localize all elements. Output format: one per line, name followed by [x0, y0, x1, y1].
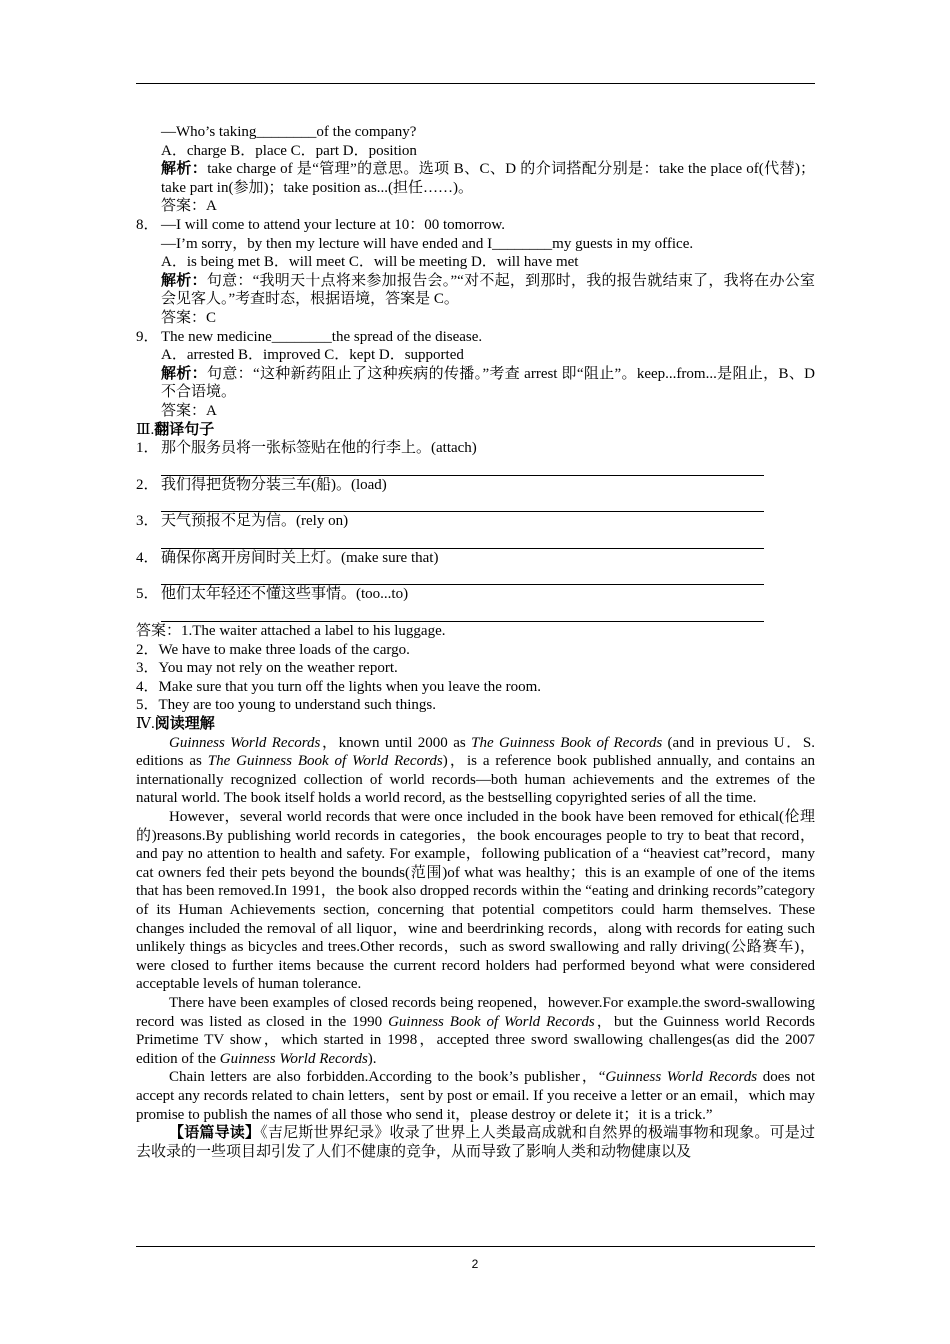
answers-label: 答案： — [136, 623, 182, 640]
section3-prefix: Ⅲ. — [136, 421, 155, 438]
book-title: Guinness World Records — [219, 1050, 368, 1067]
reading-paragraph-3 — [136, 994, 815, 1068]
reading-paragraph-2: However，several world records that were once included in the book have been removed for ethical(伦理的)reasons.By publishing world records in categories，the book encourages people to try to beat that record，and pay no attention to health and safety. For example，following publication of a “heaviest cat”record，many cat owners fed their pets beyond the bounds(范围)of what was healthy；this is an example of one of the items that has been removed.In 1991，the book also dropped records within the “eating and drinking records”category of its Human Achievements section, concerning that potential competitors could harm themselves. These changes included the removal of all liquor，wine and beerdrinking records，along with records for eating such unlikely things as bicycles and trees.Other records，such as sword swallowing and rally driving(公路赛车)，were closed to further items because the current record holders had performed beyond what were considered acceptable levels of human tolerance. — [136, 809, 815, 993]
section3-title: 翻译句子 — [154, 421, 215, 438]
book-title: The Guinness Book of World Records — [207, 753, 443, 770]
q9-explanation — [136, 365, 815, 402]
paragraph-text: ). — [367, 1050, 377, 1067]
translation-prompt: 那个服务员将一张标签贴在他的行李上。(attach) — [161, 440, 477, 457]
answer-blank-line — [161, 494, 764, 512]
footer-rule — [136, 1246, 815, 1247]
translation-answer-2: 2．We have to make three loads of the cargo. — [136, 641, 410, 658]
q7-answer: 答案：A — [161, 198, 217, 215]
translation-number: 4． — [136, 549, 159, 566]
section3-heading — [136, 421, 815, 440]
q9-stem: The new medicine________the spread of the disease. — [161, 328, 483, 345]
q9-options: A．arrested B．improved C．kept D．supported — [161, 347, 464, 364]
q7-options: A．charge B．place C．part D．position — [161, 142, 417, 159]
q7-stem: —Who’s taking________of the company? — [161, 124, 417, 140]
translation-answer-1 — [136, 622, 815, 641]
q8-stem-2: —I’m sorry，by then my lecture will have ended and I________my guests in my office. — [161, 235, 694, 252]
q7-explain-text: take charge of 是“管理”的意思。选项 B、C、D 的介词搭配分别是：take the place of(代替)；take part in(参加)；take position as...(担任……)。 — [161, 161, 815, 196]
paragraph-text: does not accept any records related to chain letters，sent by post or email. If you receive a letter or an email，which may promise to publish the names of all those who send it，please destroy or delete it；it is a trick.” — [136, 1069, 815, 1123]
q7-explanation — [136, 160, 815, 197]
q8-explain-text: 句意：“我明天十点将来参加报告会。”“对不起，到那时，我的报告就结束了，我将在办公室会见客人。”考查时态，根据语境，答案是 C。 — [161, 272, 815, 308]
paragraph-text: )，is a reference book published annually, and contains an internationally recognized collection of world records—both human achievements and the extremes of the natural world. The book itself holds a world record, as the bestselling copyrighted series of all the time. — [136, 753, 816, 807]
section4-title: 阅读理解 — [154, 716, 215, 733]
passage-guide — [136, 1124, 815, 1161]
book-title: The Guinness Book of Records — [471, 734, 663, 751]
q9-explain-label: 解析： — [161, 365, 207, 382]
translation-prompt: 确保你离开房间时关上灯。(make sure that) — [161, 549, 439, 566]
reading-paragraph-1 — [136, 734, 815, 808]
reading-paragraph-4 — [136, 1068, 815, 1124]
passage-guide-text: 《吉尼斯世界纪录》收录了世界上人类最高成就和自然界的极端事物和现象。可是过去收录的一些项目却引发了人们不健康的竞争，从而导致了影响人类和动物健康以及 — [136, 1125, 815, 1160]
translation-item — [136, 476, 815, 513]
paragraph-text: ，known until 2000 as — [320, 734, 472, 751]
book-title: Guinness World Records — [169, 734, 321, 751]
translation-answer-5: 5．They are too young to understand such things. — [136, 697, 436, 714]
paragraph-text: (and in previous U．S. editions as — [136, 734, 815, 770]
q8-answer: 答案：C — [161, 309, 217, 326]
q9-stem-line — [136, 328, 815, 347]
translation-number: 1． — [136, 440, 159, 457]
answer-blank-line — [161, 567, 764, 585]
translation-number: 5． — [136, 586, 159, 603]
section4-prefix: Ⅳ. — [136, 716, 155, 733]
answer-blank-line — [161, 604, 764, 622]
q9-number: 9． — [136, 328, 159, 345]
q8-options: A．is being met B．will meet C．will be meeting D．will have met — [161, 254, 579, 271]
page-body — [136, 123, 815, 1161]
header-rule — [136, 83, 815, 84]
translation-answer-3: 3．You may not rely on the weather report. — [136, 660, 398, 677]
section4-heading — [136, 715, 815, 734]
paragraph-text: ，but the Guinness world Records Primetime TV show，which started in 1998，accepted three sword swallowing challenges(as did the 2007 edition of the — [136, 1013, 815, 1067]
paragraph-text: Chain letters are also forbidden.According to the book’s publisher，“ — [169, 1069, 606, 1086]
translation-item — [136, 512, 815, 549]
q8-stem-1: —I will come to attend your lecture at 10：00 tomorrow. — [161, 216, 505, 233]
book-title: Guinness World Records — [605, 1069, 758, 1086]
translation-number: 3． — [136, 513, 159, 530]
q8-stem-line-1 — [136, 216, 815, 235]
translation-prompt: 他们太年轻还不懂这些事情。(too...to) — [161, 586, 409, 603]
passage-guide-label: 【语篇导读】 — [169, 1125, 261, 1142]
answer-blank-line — [161, 531, 764, 549]
answer-text: 1.The waiter attached a label to his luggage. — [181, 623, 446, 640]
paragraph-text: There have been examples of closed records being reopened，however.For example.the sword-swallowing record was listed as closed in the 1990 — [136, 994, 815, 1030]
q8-explanation — [136, 272, 815, 309]
q9-explain-text: 句意：“这种新药阻止了这种疾病的传播。”考查 arrest 即“阻止”。keep...from...是阻止，B、D 不合语境。 — [161, 365, 815, 401]
q7-explain-label: 解析： — [161, 161, 208, 178]
translation-answer-4: 4．Make sure that you turn off the lights when you leave the room. — [136, 678, 542, 695]
translation-item — [136, 439, 815, 476]
book-title: Guinness Book of World Records — [388, 1013, 595, 1030]
q8-explain-label: 解析： — [161, 272, 207, 289]
translation-number: 2． — [136, 476, 159, 493]
answer-blank-line — [161, 458, 764, 476]
q9-answer: 答案：A — [161, 402, 217, 419]
q8-number: 8． — [136, 216, 159, 233]
translation-prompt: 天气预报不足为信。(rely on) — [161, 513, 349, 530]
page-number: 2 — [471, 1257, 479, 1271]
translation-item — [136, 585, 815, 622]
translation-prompt: 我们得把货物分装三车(船)。(load) — [161, 476, 387, 493]
translation-item — [136, 549, 815, 586]
